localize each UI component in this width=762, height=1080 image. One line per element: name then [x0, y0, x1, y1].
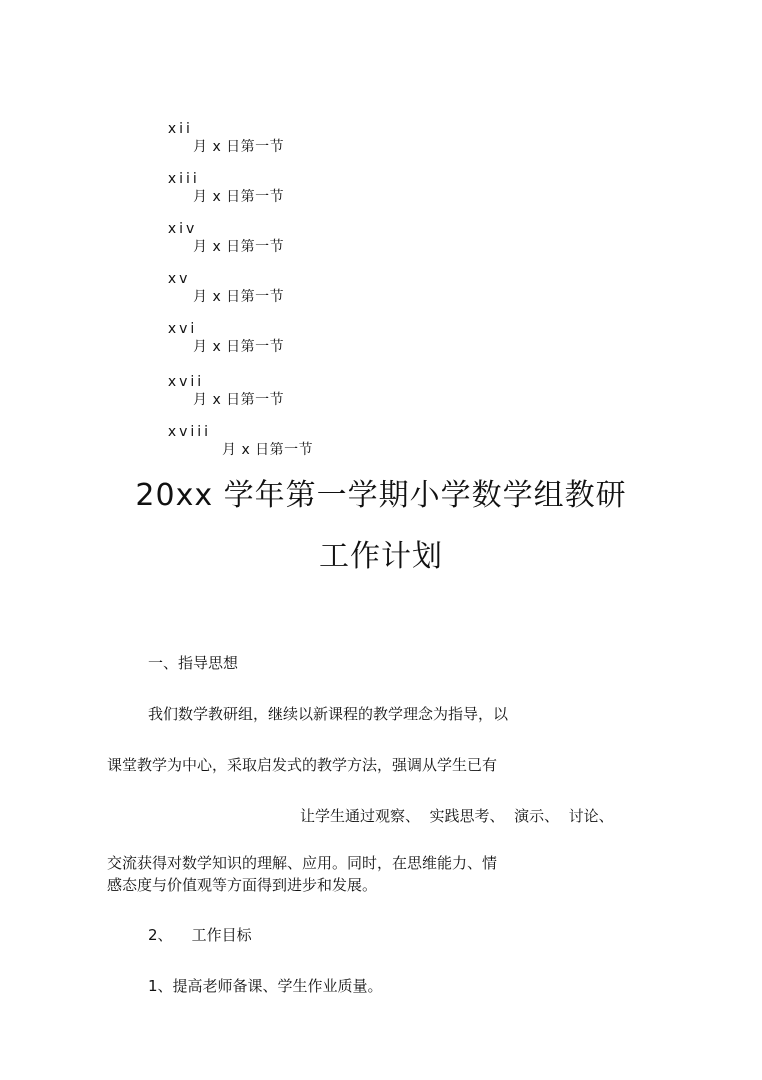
schedule-number: xvi	[167, 321, 198, 337]
schedule-date: 月 x 日第一节	[193, 239, 285, 255]
document-title-line2: 工作计划	[319, 539, 443, 574]
document-title-line1: 20xx 学年第一学期小学数学组教研	[135, 478, 627, 513]
schedule-number: xvii	[167, 374, 205, 390]
schedule-number: xii	[167, 121, 193, 137]
schedule-number: xv	[167, 271, 191, 287]
schedule-number: xiii	[167, 171, 200, 187]
schedule-date: 月 x 日第一节	[193, 289, 285, 305]
section-heading-work-goals: 2、 工作目标	[148, 926, 252, 944]
paragraph-line: 感态度与价值观等方面得到进步和发展。	[107, 876, 378, 894]
schedule-date: 月 x 日第一节	[193, 392, 285, 408]
paragraph-line: 让学生通过观察、 实践思考、 演示、 讨论、	[300, 807, 614, 825]
schedule-number: xiv	[167, 221, 198, 237]
paragraph-line: 我们数学教研组，继续以新课程的教学理念为指导，以	[148, 705, 509, 723]
list-item: 1、提高老师备课、学生作业质量。	[148, 977, 383, 995]
schedule-item	[148, 405, 314, 477]
schedule-date: 月 x 日第一节	[193, 139, 285, 155]
paragraph-line: 课堂教学为中心，采取启发式的教学方法，强调从学生已有	[107, 756, 498, 774]
schedule-date: 月 x 日第一节	[193, 189, 285, 205]
schedule-number: xviii	[167, 424, 212, 440]
schedule-date: 月 x 日第一节	[193, 339, 285, 355]
section-heading-guiding-ideology: 一、指导思想	[148, 654, 239, 672]
paragraph-line: 交流获得对数学知识的理解、应用。同时，在思维能力、情	[107, 854, 498, 872]
schedule-date: 月 x 日第一节	[222, 442, 314, 458]
